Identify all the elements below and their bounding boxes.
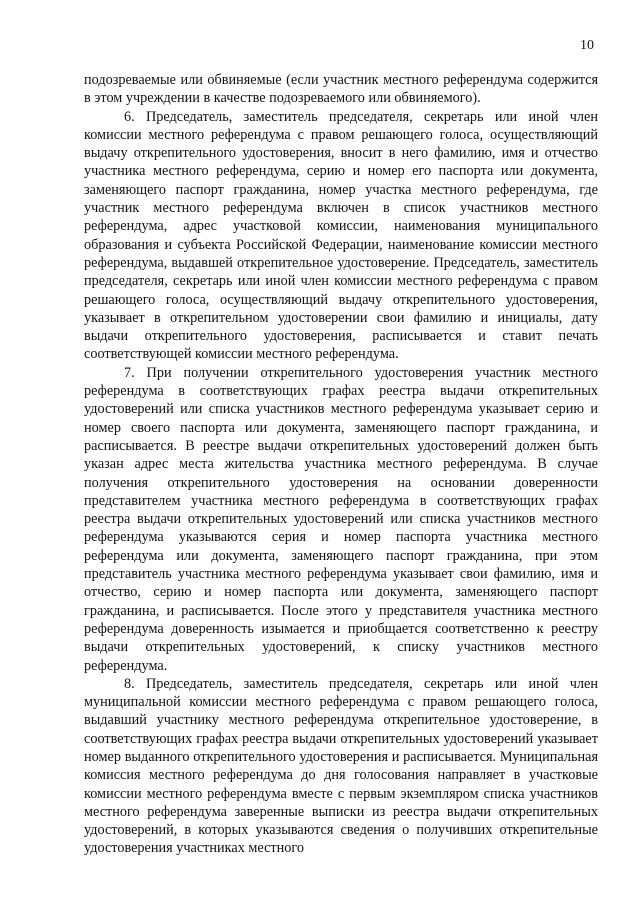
- paragraph-item-8: 8. Председатель, заместитель председателя, секретарь или иной член муниципальной комиссии местного референдума с правом решающего голоса, выдавший участнику местного референдума открепительное удостоверение, в соответствующих графах реестра выдачи открепительных удостоверений указывает номер выданного открепительного удостоверения и расписывается. Муниципальная комиссия местного референдума до дня голосования направляет в участковые комиссии местного референдума вместе с первым экземпляром списка участников местного референдума заверенные выписки из реестра выдачи открепительных удостоверений, в которых указываются сведения о получивших открепительные удостоверения участниках местного: [84, 675, 598, 857]
- page-number: 10: [580, 38, 594, 53]
- paragraph-continuation: подозреваемые или обвиняемые (если участник местного референдума содержится в этом учреждении в качестве подозреваемого или обвиняемого).: [84, 72, 598, 107]
- paragraph-item-7: 7. При получении открепительного удостоверения участник местного референдума в соответствующих графах реестра выдачи открепительных удостоверений или списка участников местного референдума указывает серию и номер своего паспорта или документа, заменяющего паспорт гражданина, и расписывается. В реестре выдачи открепительных удостоверений должен быть указан адрес места жительства участника местного референдума. В случае получения открепительного удостоверения на основании доверенности представителем участника местного референдума в соответствующих графах реестра выдачи открепительных удостоверений или списка участников местного референдума указываются серия и номер паспорта участника местного референдума или документа, заменяющего паспорт гражданина, при этом представитель участника местного референдума указывает свои фамилию, имя и отчество, серию и номер паспорта или документа, заменяющего паспорт гражданина, и расписывается. После этого у представителя участника местного референдума доверенность изымается и приобщается соответственно к реестру выдачи открепительных удостоверений, к списку участников местного референдума.: [84, 364, 598, 674]
- document-body: [84, 71, 598, 858]
- paragraph-item-6: 6. Председатель, заместитель председателя, секретарь или иной член комиссии местного референдума с правом решающего голоса, осуществляющий выдачу открепительного удостоверения, вносит в него фамилию, имя и отчество участника местного референдума, серию и номер его паспорта или документа, заменяющего паспорт гражданина, номер участка местного референдума, где участник местного референдума включен в список участников местного референдума, адрес участковой комиссии, наименования муниципального образования и субъекта Российской Федерации, наименование комиссии местного референдума, выдавшей открепительное удостоверение. Председатель, заместитель председателя, секретарь или иной член комиссии местного референдума с правом решающего голоса, осуществляющий выдачу открепительного удостоверения, указывает в открепительном удостоверении свои фамилию и инициалы, дату выдачи открепительного удостоверения, расписывается и ставит печать соответствующей комиссии местного референдума.: [84, 108, 598, 363]
